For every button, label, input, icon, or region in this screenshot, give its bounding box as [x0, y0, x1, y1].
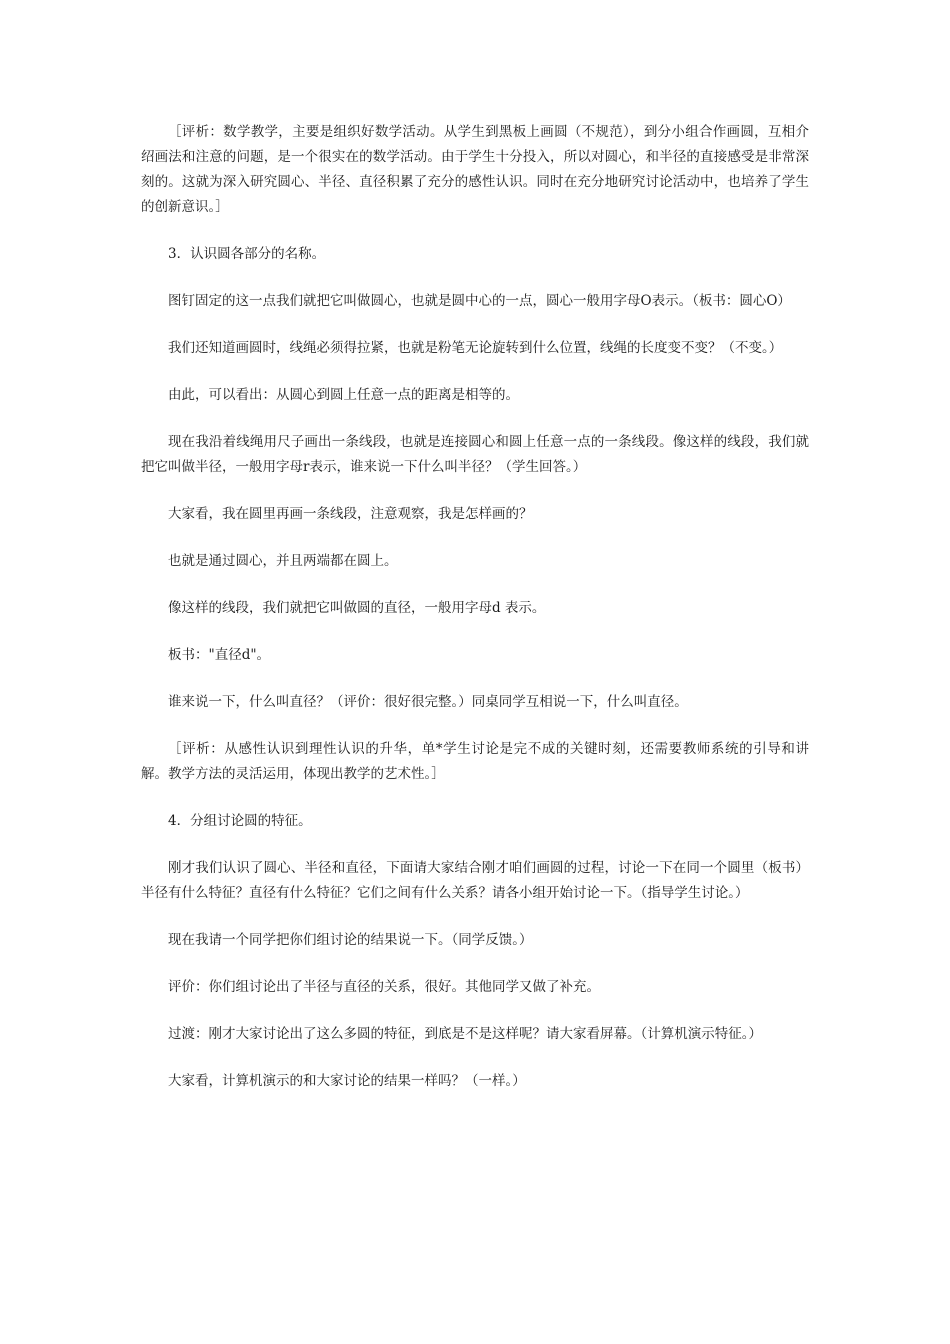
paragraph-through-center: 也就是通过圆心，并且两端都在圆上。 [168, 553, 398, 569]
paragraph-radius-definition: 现在我沿着线绳用尺子画出一条线段，也就是连接圆心和圆上任意一点的一条线段。像这样的线段，我们就把它叫做半径，一般用字母r表示，谁来说一下什么叫半径？（学生回答。） [141, 434, 809, 475]
paragraph-string-length: 我们还知道画圆时，线绳必须得拉紧，也就是粉笔无论旋转到什么位置，线绳的长度变不变？（不变。） [168, 340, 783, 356]
paragraph-commentary-1: ［评析：数学教学，主要是组织好数学活动。从学生到黑板上画圆（不规范），到分小组合作画圆，互相介绍画法和注意的问题，是一个很实在的数学活动。由于学生十分投入，所以对圆心，和半径的直接感受是非常深刻的。这就为深入研究圆心、半径、直径积累了充分的感性认识。同时在充分地研究讨论活动中，也培养了学生的创新意识。］ [141, 124, 809, 215]
paragraph-draw-another-line: 大家看，我在圆里再画一条线段，注意观察，我是怎样画的？ [168, 506, 533, 522]
paragraph-transition: 过渡：刚才大家讨论出了这么多圆的特征，到底是不是这样呢？请大家看屏幕。（计算机演示特征。） [168, 1026, 762, 1042]
paragraph-computer-demo: 大家看，计算机演示的和大家讨论的结果一样吗？（一样。） [168, 1073, 526, 1089]
paragraph-evaluation: 评价：你们组讨论出了半径与直径的关系，很好。其他同学又做了补充。 [168, 979, 600, 995]
document-page [141, 120, 809, 1116]
paragraph-group-discussion: 刚才我们认识了圆心、半径和直径，下面请大家结合刚才咱们画圆的过程，讨论一下在同一个圆里（板书）半径有什么特征？直径有什么特征？它们之间有什么关系？请各小组开始讨论一下。（指导学生讨论。） [141, 860, 809, 901]
paragraph-equal-distance: 由此，可以看出：从圆心到圆上任意一点的距离是相等的。 [168, 387, 519, 403]
paragraph-commentary-2: ［评析：从感性认识到理性认识的升华，单*学生讨论是完不成的关键时刻，还需要教师系统的引导和讲解。教学方法的灵活运用，体现出教学的艺术性。］ [141, 741, 809, 782]
paragraph-diameter-definition: 像这样的线段，我们就把它叫做圆的直径，一般用字母d 表示。 [168, 600, 546, 616]
paragraph-group-report: 现在我请一个同学把你们组讨论的结果说一下。（同学反馈。） [168, 932, 533, 948]
section-heading-4: 4．分组讨论圆的特征。 [168, 813, 312, 829]
paragraph-what-is-diameter: 谁来说一下，什么叫直径？（评价：很好很完整。）同桌同学互相说一下，什么叫直径。 [168, 694, 688, 710]
section-heading-3: 3．认识圆各部分的名称。 [168, 246, 326, 262]
paragraph-board-diameter: 板书："直径d"。 [168, 647, 271, 663]
paragraph-center-definition: 图钉固定的这一点我们就把它叫做圆心，也就是圆中心的一点，圆心一般用字母O表示。（板书：圆心O） [168, 293, 791, 309]
